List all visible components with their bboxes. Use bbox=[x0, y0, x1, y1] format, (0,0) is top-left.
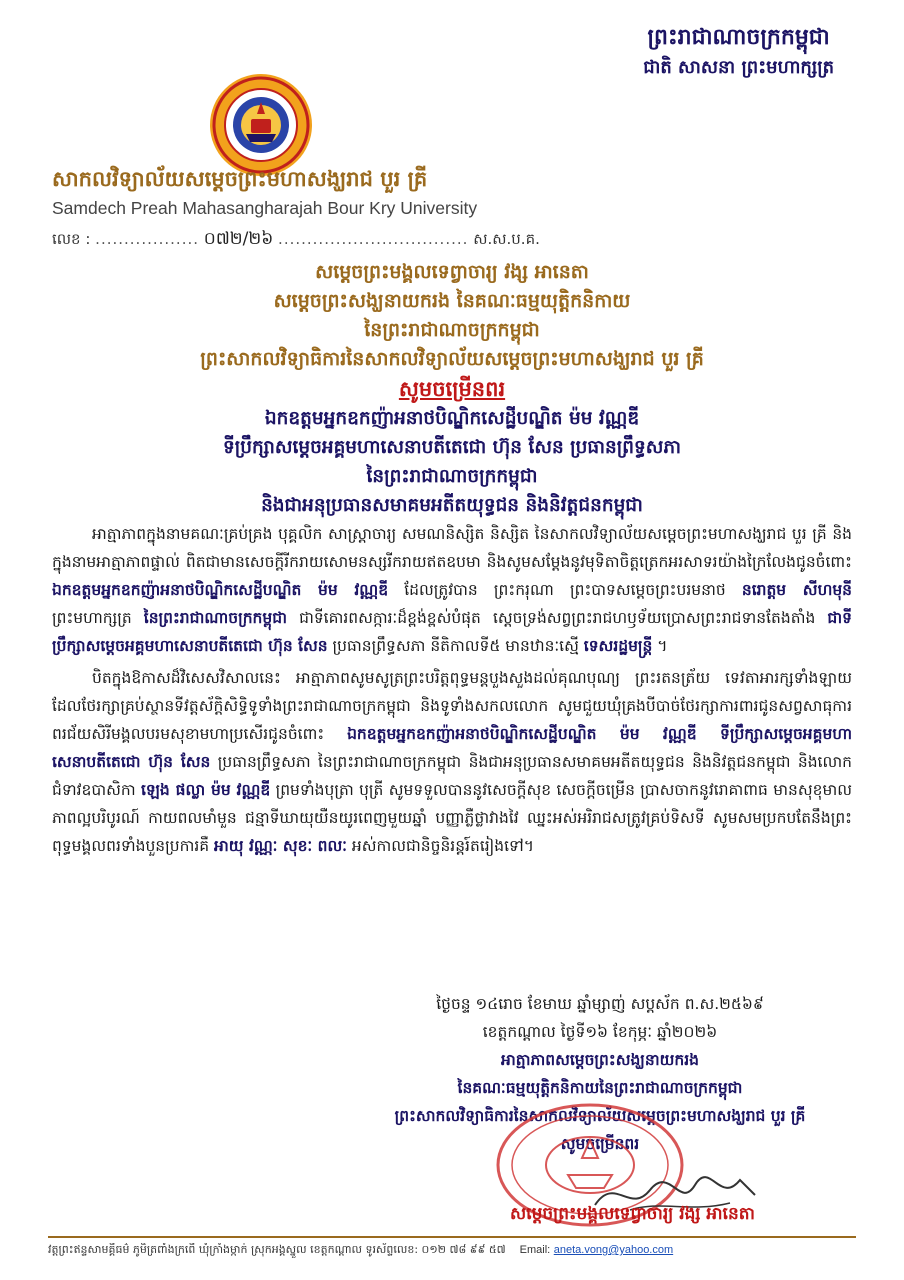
email-label: Email: bbox=[519, 1244, 551, 1256]
body-text: អាត្មាភាពក្នុងនាមគណៈគ្រប់គ្រង បុគ្គលិក សាស្ត្រាចារ្យ សមណនិស្សិត និស្សិត នៃសាកលវិទ្យាល័យសម្តេចព្រះមហាសង្ឃរាជ បួរ គ្រី និងក្នុងនាមអាត្មាភាពផ្ទាល់ ពិតជាមានសេចក្តីរីករាយសោមនស្សរីករាយឥតឧបមា និងសូមសម្តែងនូវមុទិតាចិត្តត្រេកអរសាទរយ៉ាងក្រៃលែងជូនចំពោះ bbox=[52, 525, 852, 571]
body-text: ព្រមទាំងបុត្រា បុត្រី សូមទទួលបាននូវសេចក្តីសុខ សេចក្តីចម្រើន ប្រាសចាកនូវរោគាពាធ មានសុខុមាលភាពល្អបរិបូរណ៍ កាយពលមាំមួន ជន្មាទីឃាយុយឺនយូរពេញមួយឆ្នាំ បញ្ញាភ្លឺថ្លាវាងវៃ ឈ្នះអស់អរិរាជសត្រូវគ្រប់ទិសទី សូមសមប្រកបតែនឹងព្រះពុទ្ធមង្គលពរទាំងបួនប្រការគឺ bbox=[52, 781, 852, 855]
kingdom-header bbox=[643, 22, 834, 82]
footer bbox=[48, 1243, 856, 1259]
sender-title-1: សម្តេចព្រះមង្គលទេព្វាចារ្យ វង្ស អានេតា bbox=[315, 261, 589, 283]
body-paragraph-2 bbox=[52, 664, 852, 860]
closing-role-3: ព្រះសាកលវិទ្យាធិការនៃសាកលវិទ្យាល័យសម្តេចព្រះមហាសង្ឃរាជ បួរ គ្រី bbox=[394, 1107, 806, 1125]
national-motto: ជាតិ សាសនា ព្រះមហាក្សត្រ bbox=[643, 57, 834, 78]
kingdom-name: ព្រះរាជាណាចក្រកម្ពុជា bbox=[647, 25, 830, 50]
signer-name: សម្តេចព្រះមង្គលទេព្វាចារ្យ វង្ស អានេតា bbox=[510, 1204, 755, 1224]
university-name-khmer: សាកលវិទ្យាល័យសម្ដេចព្រះមហាសង្ឃរាជ បួរ គ្រី bbox=[52, 167, 428, 191]
emphasized-text: នរោត្តម សីហមុនី bbox=[741, 581, 853, 599]
date-lunar: ថ្ងៃចន្ទ ១៤រោច ខែមាឃ ឆ្នាំម្សាញ់ សប្តស័ក ព.ស.២៥៦៩ bbox=[436, 995, 764, 1013]
emphasized-text: ទេសរដ្ឋមន្ត្រី bbox=[583, 637, 653, 655]
university-name-english: Samdech Preah Mahasangharajah Bour Kry University bbox=[52, 198, 478, 218]
dotted-leader: ................................. bbox=[278, 230, 469, 248]
closing-role-1: អាត្មាភាពសម្តេចព្រះសង្ឃនាយករង bbox=[500, 1051, 700, 1069]
sender-title-3: នៃព្រះរាជាណាចក្រកម្ពុជា bbox=[364, 319, 540, 341]
date-solar: ខេត្តកណ្តាល ថ្ងៃទី១៦ ខែកុម្ភៈ ឆ្នាំ២០២៦ bbox=[482, 1023, 718, 1041]
letter-body bbox=[52, 520, 852, 864]
body-text: អស់កាលជានិច្ចនិរន្តរ៍តរៀងទៅ។ bbox=[346, 837, 535, 855]
body-text: បិតក្នុងឱកាសដ៏វិសេសវិសាលនេះ អាត្មាភាពសូមសូត្រព្រះបរិត្តពុទ្ធមន្តបួងសួងដល់គុណបុណ្យ ព្រះរតនត្រ័យ ទេវតាអារក្សទាំងឡាយ ដែលថែរក្សាគ្រប់ស្ថានទីវត្តស័ក្តិសិទ្ធិទូទាំងព្រះរាជាណាចក្រកម្ពុជា និងទូទាំងសកលលោក សូមជួយឃុំគ្រងបីបាច់ថែរក្សាការពារជូនសព្វសាធុការពរជ័យសិរីមង្គលបរមសុខាមហាប្រសើរជូនចំពោះ bbox=[52, 669, 852, 743]
email-link[interactable]: aneta.vong@yahoo.com bbox=[553, 1244, 674, 1256]
reference-line bbox=[52, 228, 540, 253]
reference-label: លេខ : bbox=[52, 230, 91, 248]
blessing-heading: សូមចម្រើនពរ bbox=[398, 377, 506, 401]
emphasized-text: អាយុ វណ្ណៈ សុខៈ ពលៈ bbox=[214, 837, 347, 855]
closing-blessing: សូមចម្រើនពរ bbox=[560, 1135, 640, 1153]
body-text: ជាទីគោរពសក្ការៈដ៏ខ្ពង់ខ្ពស់បំផុត ស្តេចទ្រង់សព្វព្រះរាជហឫទ័យប្រោសព្រះរាជទានតែងតាំង bbox=[286, 609, 828, 627]
recipient-line-3: នៃព្រះរាជាណាចក្រកម្ពុជា bbox=[366, 466, 538, 487]
title-block bbox=[60, 258, 844, 520]
body-text: ព្រះមហាក្សត្រ bbox=[52, 609, 144, 627]
body-text: ។ bbox=[652, 637, 668, 655]
emphasized-text: នៃព្រះរាជាណាចក្រកម្ពុជា bbox=[143, 609, 287, 627]
sender-title-2: សម្តេចព្រះសង្ឃនាយករង នៃគណៈធម្មយុត្តិកនិកាយ bbox=[273, 290, 631, 312]
footer-divider bbox=[48, 1236, 856, 1238]
body-paragraph-1 bbox=[52, 520, 852, 660]
emphasized-text: ឯកឧត្តមអ្នកឧកញ៉ាអនាថបិណ្ឌិកសេដ្ឋីបណ្ឌិត ម៉ម វណ្ណឌី ទីប្រឹក្សាសម្តេចអគ្គមហាសេនាបតីតេជោ ហ៊ុន សែន bbox=[52, 725, 852, 771]
reference-suffix: ស.ស.ប.គ. bbox=[473, 230, 540, 248]
body-text: ប្រធានព្រឹទ្ធសភា នីតិកាលទី៥ មានឋានៈស្មើ bbox=[327, 637, 584, 655]
emphasized-text: ឯកឧត្តមអ្នកឧកញ៉ាអនាថបិណ្ឌិកសេដ្ឋីបណ្ឌិត ម៉ម វណ្ណឌី bbox=[52, 581, 389, 599]
emphasized-text: ឡេង ផល្លា ម៉ម វណ្ណឌី bbox=[141, 781, 271, 799]
dotted-leader: .................. bbox=[95, 230, 199, 248]
closing-role-2: នៃគណៈធម្មយុត្តិកនិកាយនៃព្រះរាជាណាចក្រកម្ពុជា bbox=[457, 1079, 743, 1097]
recipient-line-4: និងជាអនុប្រធានសមាគមអតីតយុទ្ធជន និងនិវត្តជនកម្ពុជា bbox=[261, 495, 643, 516]
footer-address: វត្តព្រះឥន្ទសាមគ្គីធម៌ ភូមិត្រពាំងក្រពើ ឃុំក្រាំងម្កាក់ ស្រុកអង្គស្នួល ខេត្តកណ្តាល ទូរស័ព្ទលេខ: ០១២ ៧៨ ៩៩ ៥៧ bbox=[48, 1243, 506, 1256]
body-text: ដែលត្រូវបាន ព្រះករុណា ព្រះបាទសម្តេចព្រះបរមនាថ bbox=[388, 581, 742, 599]
reference-number: ០៧២/២៦ bbox=[203, 229, 274, 249]
recipient-line-1: ឯកឧត្តមអ្នកឧកញ៉ាអនាថបិណ្ឌិកសេដ្ឋីបណ្ឌិត ម៉ម វណ្ណឌី bbox=[264, 408, 640, 429]
recipient-line-2: ទីប្រឹក្សាសម្តេចអគ្គមហាសេនាបតីតេជោ ហ៊ុន សែន ប្រធានព្រឹទ្ធសភា bbox=[223, 437, 681, 458]
university-seal-logo bbox=[208, 72, 314, 178]
emphasized-text: ជាទីប្រឹក្សាសម្តេចអគ្គមហាសេនាបតីតេជោ ហ៊ុន សែន bbox=[52, 609, 852, 655]
sender-title-4: ព្រះសាកលវិទ្យាធិការនៃសាកលវិទ្យាល័យសម្តេចព្រះមហាសង្ឃរាជ បួរ គ្រី bbox=[200, 348, 704, 370]
body-text: ប្រធានព្រឹទ្ធសភា នៃព្រះរាជាណាចក្រកម្ពុជា និងជាអនុប្រធានសមាគមអតីតយុទ្ធជន និងនិវត្តជនកម្ពុជា និងលោកជំទាវឧបាសិកា bbox=[52, 753, 852, 799]
